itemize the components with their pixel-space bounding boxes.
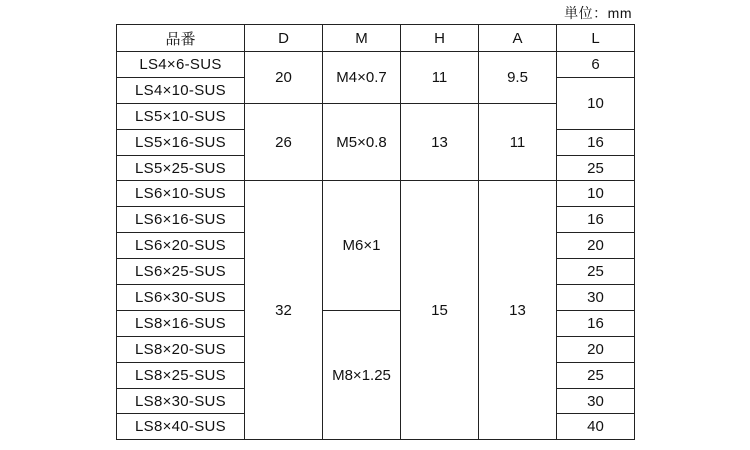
- part-code: LS6×25-SUS: [117, 259, 245, 285]
- l-value: 16: [557, 207, 635, 233]
- d-value: 26: [245, 103, 323, 181]
- d-value: 20: [245, 52, 323, 104]
- h-value: 11: [401, 52, 479, 104]
- table-row: [117, 181, 635, 207]
- l-value: 25: [557, 259, 635, 285]
- m-value: M5×0.8: [323, 103, 401, 181]
- part-code: LS4×10-SUS: [117, 77, 245, 103]
- l-value: 10: [557, 77, 635, 129]
- part-code: LS5×25-SUS: [117, 155, 245, 181]
- part-code: LS8×30-SUS: [117, 388, 245, 414]
- part-code: LS8×25-SUS: [117, 362, 245, 388]
- part-code: LS6×16-SUS: [117, 207, 245, 233]
- a-value: 13: [479, 181, 557, 440]
- a-value: 11: [479, 103, 557, 181]
- l-value: 10: [557, 181, 635, 207]
- l-value: 30: [557, 388, 635, 414]
- header-d: D: [245, 25, 323, 52]
- header-row: [117, 25, 635, 52]
- m-value: M8×1.25: [323, 310, 401, 439]
- l-value: 25: [557, 362, 635, 388]
- h-value: 15: [401, 181, 479, 440]
- m-value: M6×1: [323, 181, 401, 310]
- header-l: L: [557, 25, 635, 52]
- part-code: LS6×20-SUS: [117, 233, 245, 259]
- l-value: 6: [557, 52, 635, 78]
- part-code: LS8×40-SUS: [117, 414, 245, 440]
- m-value: M4×0.7: [323, 52, 401, 104]
- l-value: 20: [557, 336, 635, 362]
- l-value: 30: [557, 285, 635, 311]
- l-value: 16: [557, 129, 635, 155]
- l-value: 20: [557, 233, 635, 259]
- part-code: LS6×10-SUS: [117, 181, 245, 207]
- h-value: 13: [401, 103, 479, 181]
- l-value: 16: [557, 310, 635, 336]
- header-code: 品番: [117, 25, 245, 52]
- part-code: LS5×16-SUS: [117, 129, 245, 155]
- part-code: LS5×10-SUS: [117, 103, 245, 129]
- header-h: H: [401, 25, 479, 52]
- part-code: LS8×20-SUS: [117, 336, 245, 362]
- spec-table: [116, 24, 635, 440]
- unit-label: 単位：mm: [564, 5, 632, 21]
- part-code: LS8×16-SUS: [117, 310, 245, 336]
- table-row: [117, 310, 635, 336]
- table-row: [117, 52, 635, 78]
- part-code: LS6×30-SUS: [117, 285, 245, 311]
- a-value: 9.5: [479, 52, 557, 104]
- part-code: LS4×6-SUS: [117, 52, 245, 78]
- d-value: 32: [245, 181, 323, 440]
- header-m: M: [323, 25, 401, 52]
- l-value: 25: [557, 155, 635, 181]
- header-a: A: [479, 25, 557, 52]
- l-value: 40: [557, 414, 635, 440]
